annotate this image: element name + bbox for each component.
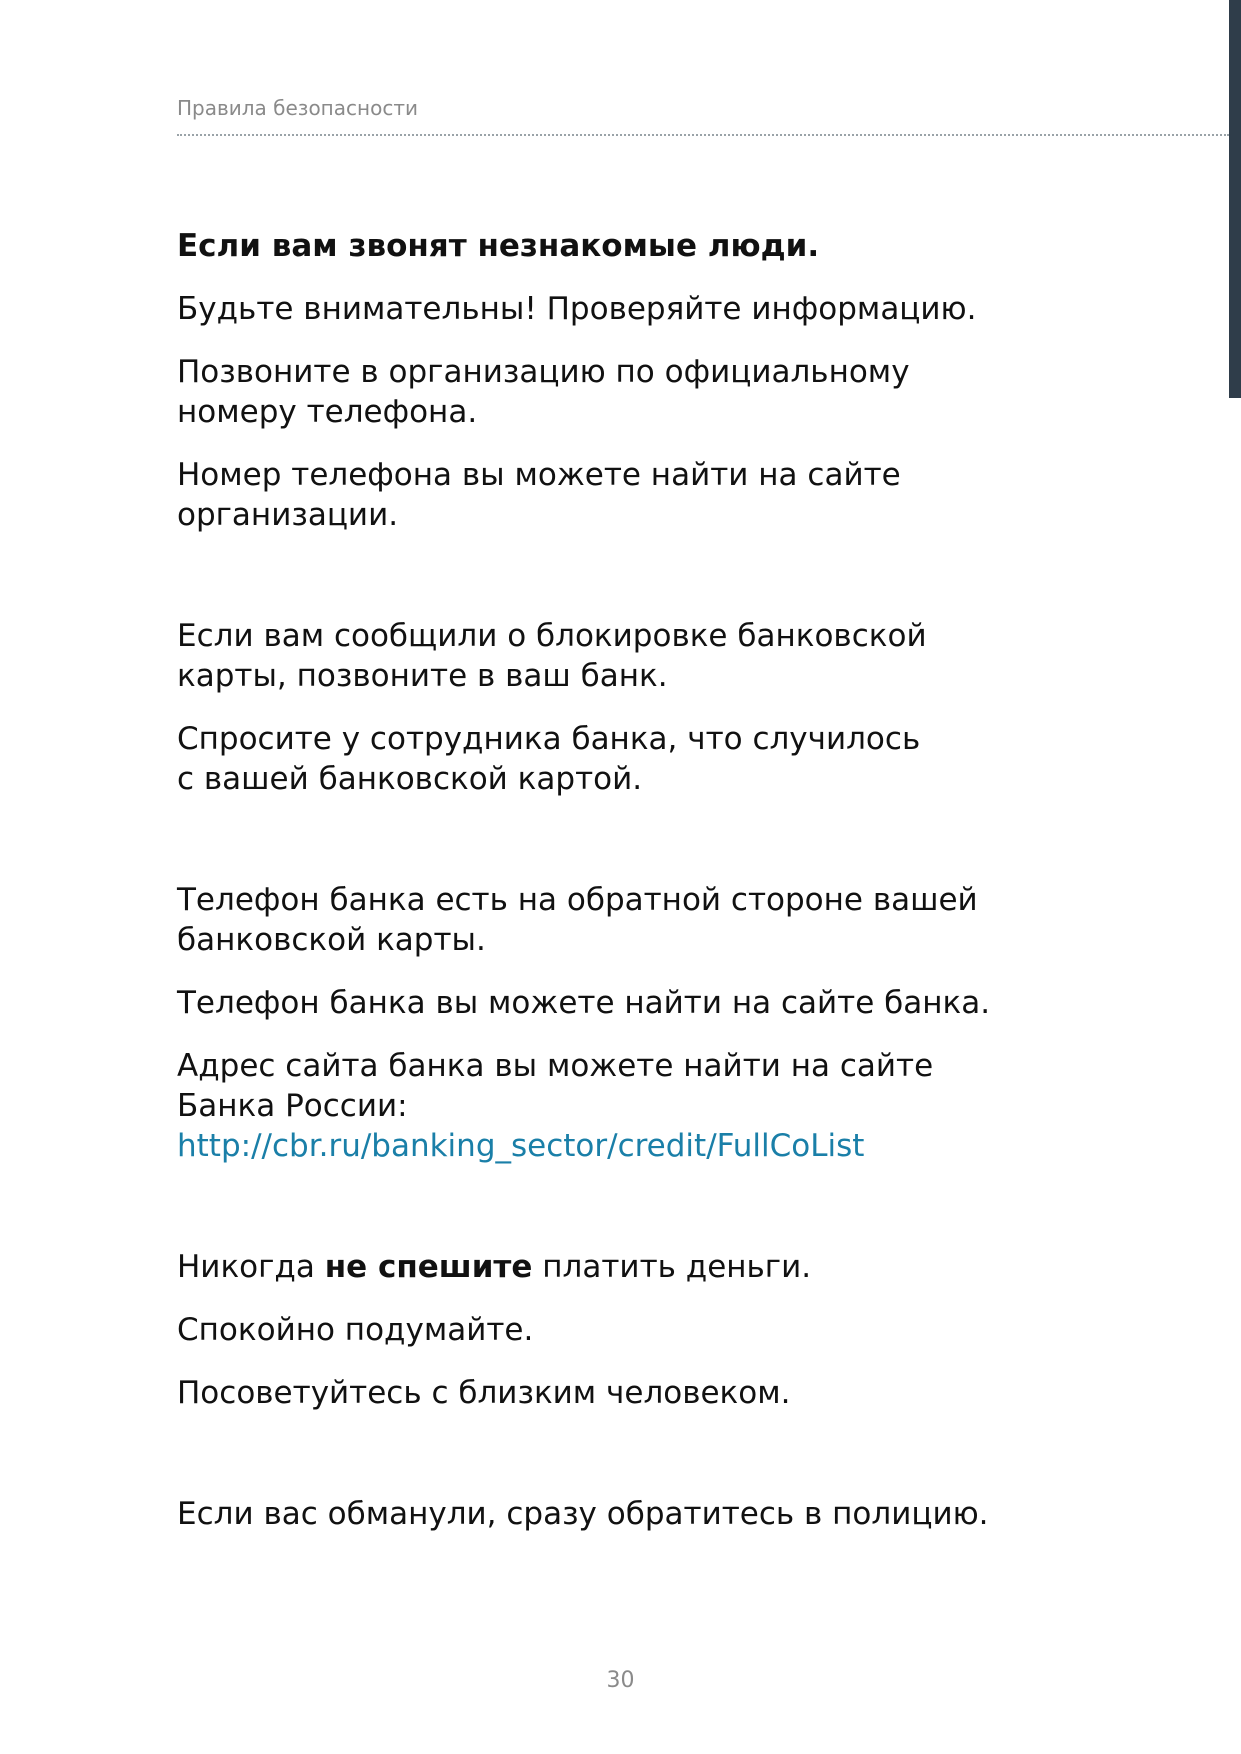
paragraph-check-info: Будьте внимательны! Проверяйте информацию. (177, 291, 977, 327)
paragraph-ask-bank (177, 719, 1077, 799)
text-segment: Никогда (177, 1249, 325, 1285)
paragraph-card-blocked (177, 616, 1077, 696)
paragraph-think-calmly: Спокойно подумайте. (177, 1312, 534, 1348)
text-line: Номер телефона вы можете найти на сайте (177, 457, 901, 493)
paragraph-bank-site: Телефон банка вы можете найти на сайте банка. (177, 985, 991, 1021)
emphasis-dont-rush: не спешите (324, 1249, 533, 1285)
paragraph-find-number (177, 455, 1077, 535)
chapter-side-tab (1229, 0, 1241, 398)
text-line: с вашей банковской картой. (177, 761, 643, 797)
page-content (177, 226, 1077, 1534)
text-line: карты, позвоните в ваш банк. (177, 658, 668, 694)
cbr-bank-list-link[interactable]: http://cbr.ru/banking_sector/credit/FullCoList (177, 1128, 865, 1164)
text-line: Если вам сообщили о блокировке банковской (177, 618, 927, 654)
paragraph-contact-police: Если вас обманули, сразу обратитесь в полицию. (177, 1496, 989, 1532)
text-line: Спросите у сотрудника банка, что случилось (177, 721, 921, 757)
paragraph-bank-address (177, 1046, 1077, 1166)
text-line: организации. (177, 497, 399, 533)
text-line: банковской карты. (177, 922, 486, 958)
text-line: Адрес сайта банка вы можете найти на сайте (177, 1048, 934, 1084)
paragraph-dont-rush (177, 1247, 1077, 1287)
text-line: Позвоните в организацию по официальному (177, 354, 910, 390)
paragraph-consult: Посоветуйтесь с близким человеком. (177, 1375, 791, 1411)
text-segment: платить деньги. (532, 1249, 812, 1285)
text-line: Телефон банка есть на обратной стороне вашей (177, 882, 978, 918)
paragraph-card-phone (177, 880, 1077, 960)
text-line: Банка России: (177, 1088, 408, 1124)
page-number: 30 (606, 1668, 635, 1693)
text-line: номеру телефона. (177, 394, 478, 430)
running-header: Правила безопасности (177, 96, 418, 120)
paragraph-call-organization (177, 352, 1077, 432)
header-dotted-divider (177, 134, 1229, 136)
section-heading: Если вам звонят незнакомые люди. (177, 228, 820, 264)
